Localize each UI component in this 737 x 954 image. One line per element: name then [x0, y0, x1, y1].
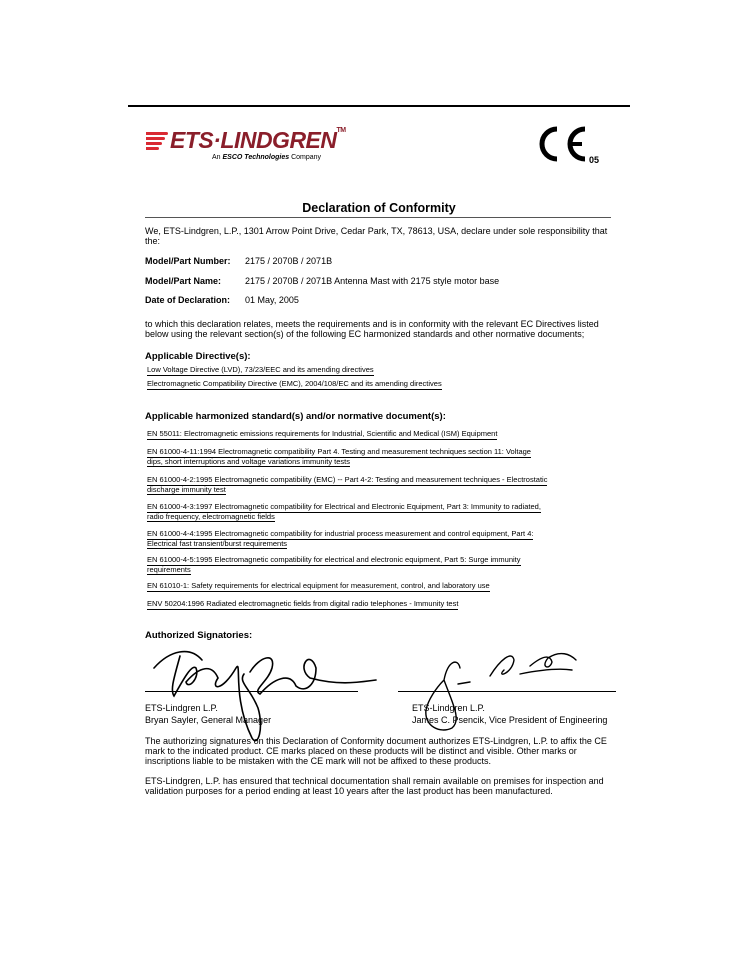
signature-left-line — [145, 691, 358, 692]
standard-link[interactable]: EN 61000-4-5:1995 Electromagnetic compatibility for electrical and electronic equipment, Part 5: Surge immunity requirements — [147, 555, 521, 574]
ce-authorization-text: The authorizing signatures on this Declaration of Conformity document authorizes ETS-Lindgren, L.P. to affix the CE mark to the indicated product. CE marks placed on these products will be distinct and visible. Other marks or inscriptions liable to be mistaken with the CE mark will not be affixed to these products. — [145, 736, 607, 766]
signature-right-image — [400, 640, 590, 750]
directive-link[interactable]: Low Voltage Directive (LVD), 73/23/EEC and its amending directives — [147, 365, 374, 374]
directive-link[interactable]: Electromagnetic Compatibility Directive (EMC), 2004/108/EC and its amending directives — [147, 379, 442, 388]
intro-text: We, ETS-Lindgren, L.P., 1301 Arrow Point Drive, Cedar Park, TX, 78613, USA, declare under sole responsibility that the: — [145, 226, 608, 246]
svg-text:05: 05 — [589, 155, 600, 165]
signature-left-image — [140, 638, 380, 748]
model-name-value: 2175 / 2070B / 2071B Antenna Mast with 2175 style motor base — [245, 276, 500, 286]
logo-subtitle: An ESCO Technologies Company — [212, 154, 322, 161]
standard-link[interactable]: EN 61000-4-2:1995 Electromagnetic compatibility (EMC) -- Part 4-2: Testing and measurement techniques - Electrostatic discharge immunity test — [147, 475, 548, 494]
standard-link[interactable]: EN 55011: Electromagnetic emissions requirements for Industrial, Scientific and Medical (ISM) Equipment — [147, 429, 498, 438]
left-signatory-name: Bryan Sayler, General Manager — [145, 715, 272, 725]
ce-mark — [535, 123, 605, 165]
conformity-text: to which this declaration relates, meets the requirements and is in conformity with the relevant EC Directives listed below using the relevant section(s) of the following EC harmonized standards and other normative documents; — [145, 319, 599, 339]
standard-link[interactable]: ENV 50204:1996 Radiated electromagnetic fields from digital radio telephones - Immunity test — [147, 599, 459, 608]
top-rule — [128, 105, 630, 107]
left-signatory-company: ETS-Lindgren L.P. — [145, 703, 218, 713]
logo-wordmark: ETS·LINDGREN™ — [170, 127, 346, 153]
model-name-label: Model/Part Name: — [145, 276, 222, 286]
standards-heading: Applicable harmonized standard(s) and/or normative document(s): — [145, 411, 446, 422]
standard-link[interactable]: EN 61000-4-11:1994 Electromagnetic compatibility Part 4. Testing and measurement techniques section 11: Voltage dips, short interruptions and voltage variations immunity tests — [147, 447, 531, 466]
declaration-date-label: Date of Declaration: — [145, 295, 231, 305]
standard-link[interactable]: EN 61000-4-3:1997 Electromagnetic compatibility for Electrical and Electronic Equipment, Part 3: Immunity to radiated, radio frequency, electromagnetic fields — [147, 502, 541, 521]
standard-link[interactable]: EN 61010-1: Safety requirements for electrical equipment for measurement, control, and laboratory use — [147, 581, 490, 590]
directives-heading: Applicable Directive(s): — [145, 351, 251, 362]
title-rule — [145, 217, 611, 218]
standard-link[interactable]: EN 61000-4-4:1995 Electromagnetic compatibility for industrial process measurement and control equipment, Part 4: Electrical fast transient/burst requirements — [147, 529, 534, 548]
documentation-text: ETS-Lindgren, L.P. has ensured that technical documentation shall remain available on premises for inspection and validation purposes for a period ending at least 10 years after the last product has been manufactured. — [145, 776, 604, 796]
ce-mark-icon — [535, 123, 605, 165]
signature-right-line — [398, 691, 616, 692]
right-signatory-name: James C. Psencik, Vice President of Engineering — [412, 715, 608, 725]
model-number-label: Model/Part Number: — [145, 256, 231, 266]
logo-stripes-icon — [146, 132, 168, 154]
declaration-date-value: 01 May, 2005 — [245, 295, 299, 305]
page-title: Declaration of Conformity — [302, 201, 456, 215]
signatories-heading: Authorized Signatories: — [145, 630, 253, 641]
model-number-value: 2175 / 2070B / 2071B — [245, 256, 333, 266]
company-logo — [146, 127, 346, 165]
right-signatory-company: ETS-Lindgren L.P. — [412, 703, 485, 713]
